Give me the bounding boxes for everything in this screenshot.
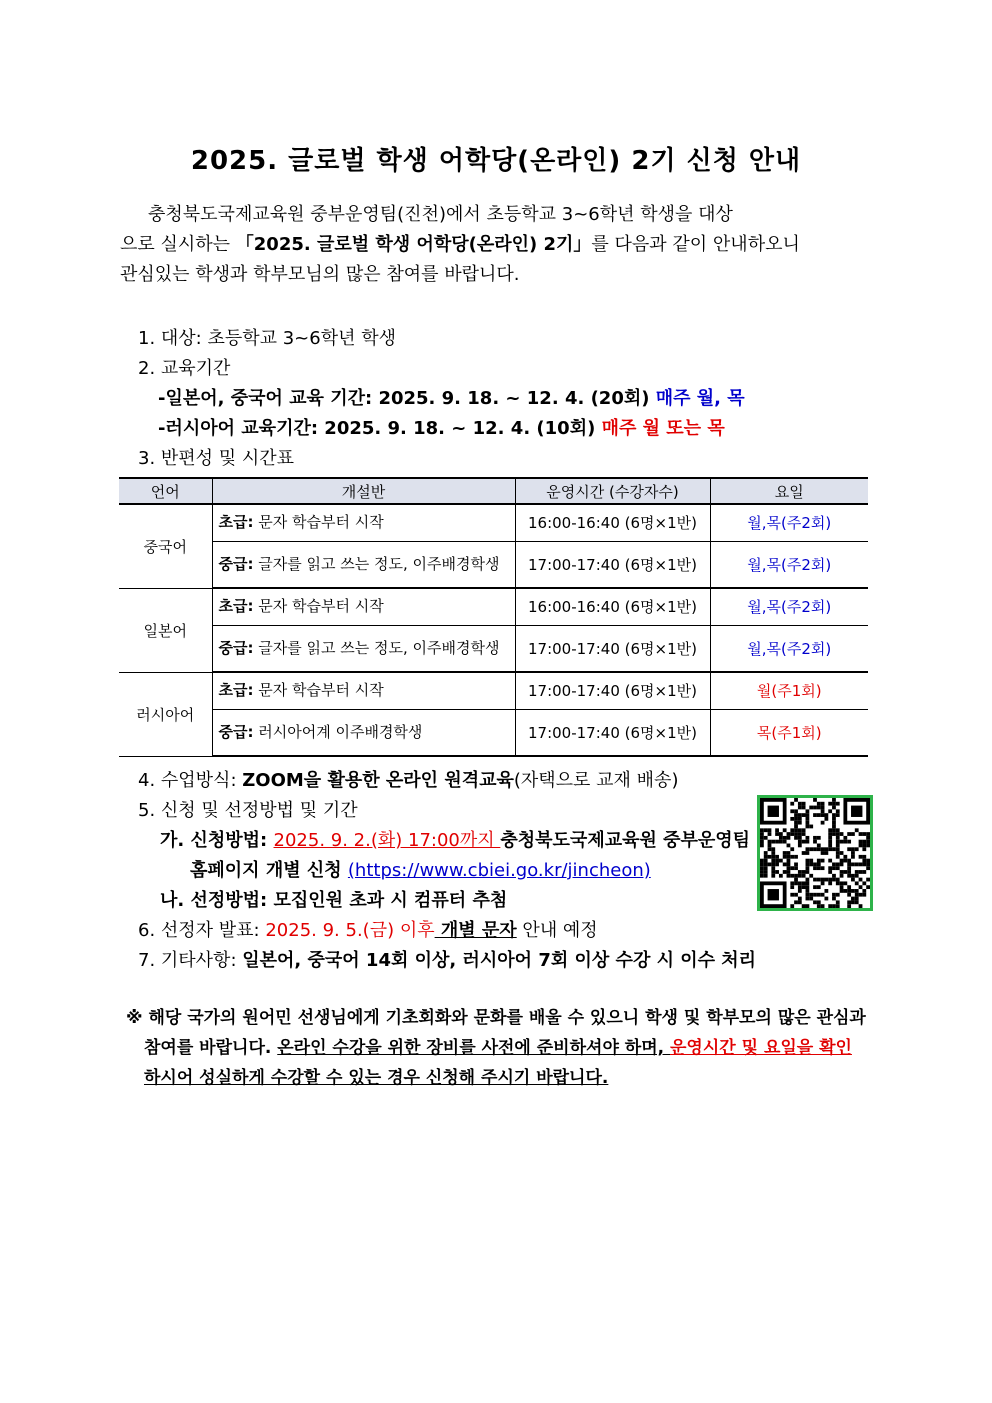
class-desc: 문자 학습부터 시작 — [253, 681, 384, 700]
day-cell: 월,목(주2회) — [710, 588, 868, 625]
time-cell: 17:00-17:40 (6명×1반) — [515, 709, 710, 756]
item-period: 2. 교육기간 — [138, 358, 231, 379]
apply-deadline: 2025. 9. 2.(화) 17:00까지 — [273, 830, 501, 851]
notice-warning: 운영시간 및 요일을 확인 — [670, 1038, 852, 1058]
table-row — [119, 709, 868, 756]
table-row — [119, 672, 868, 709]
apply-homepage-text: 홈페이지 개별 신청 — [190, 860, 348, 881]
announce-date: 2025. 9. 5.(금) 이후 — [265, 920, 435, 941]
item-method — [138, 766, 678, 792]
intro-line-3: 관심있는 학생과 학부모님의 많은 참여를 바랍니다. — [120, 264, 520, 285]
table-row — [119, 504, 868, 541]
item-period-ru — [158, 414, 725, 440]
item-misc — [138, 946, 756, 972]
announce-label: 6. 선정자 발표: — [138, 920, 266, 941]
misc-label: 7. 기타사항: — [138, 950, 243, 971]
notice-line-1: ※ 해당 국가의 원어민 선생님에게 기초회화와 문화를 배울 수 있으니 학생 및 학부모의 많은 관심과 — [126, 1008, 866, 1028]
class-cell — [212, 541, 515, 588]
announce-note: 안내 예정 — [516, 920, 598, 941]
class-desc: 러시아어계 이주배경학생 — [253, 722, 423, 741]
qr-code-icon[interactable] — [757, 795, 873, 911]
period-text: -일본어, 중국어 교육 기간: 2025. 9. 18. ~ 12. 4. (20회) — [158, 388, 656, 409]
period-text: -러시아어 교육기간: 2025. 9. 18. ~ 12. 4. (10회) — [158, 418, 602, 439]
class-cell — [212, 672, 515, 709]
page-title: 2025. 글로벌 학생 어학당(온라인) 2기 신청 안내 — [190, 146, 802, 176]
class-desc: 문자 학습부터 시작 — [253, 513, 384, 532]
misc-value: 일본어, 중국어 14회 이상, 러시아어 7회 이상 수강 시 이수 처리 — [242, 950, 757, 971]
time-cell: 17:00-17:40 (6명×1반) — [515, 541, 710, 588]
method-label: 4. 수업방식: — [138, 770, 243, 791]
time-cell: 16:00-16:40 (6명×1반) — [515, 504, 710, 541]
table-row — [119, 625, 868, 672]
apply-label: 가. 신청방법: — [160, 830, 274, 851]
header-language: 언어 — [119, 478, 212, 504]
item-period-jp-cn — [158, 384, 745, 410]
table-row — [119, 588, 868, 625]
item-target: 1. 대상: 초등학교 3~6학년 학생 — [138, 328, 396, 349]
apply-org: 충청북도국제교육원 중부운영팀 — [500, 830, 751, 851]
class-desc: 문자 학습부터 시작 — [253, 597, 384, 616]
time-cell: 17:00-17:40 (6명×1반) — [515, 672, 710, 709]
item-select-method: 나. 선정방법: 모집인원 초과 시 컴퓨터 추첨 — [160, 890, 508, 911]
level: 초급: — [218, 597, 254, 616]
intro-text: 를 다음과 같이 안내하오니 — [591, 234, 800, 255]
day-cell: 월,목(주2회) — [710, 625, 868, 672]
table-row — [119, 541, 868, 588]
item-apply-homepage — [190, 856, 651, 882]
method-value: ZOOM을 활용한 온라인 원격교육 — [242, 770, 514, 791]
header-time: 운영시간 (수강자수) — [515, 478, 710, 504]
method-note: (자택으로 교재 배송) — [513, 770, 679, 791]
notice-text: 참여를 바랍니다. — [144, 1038, 278, 1058]
intro-line-2 — [120, 230, 880, 260]
class-cell — [212, 625, 515, 672]
day-cell: 월,목(주2회) — [710, 504, 868, 541]
homepage-link[interactable]: (https://www.cbiei.go.kr/jincheon) — [347, 860, 651, 881]
notice-emphasis: 온라인 수강을 위한 장비를 사전에 준비하셔야 하며, — [277, 1038, 670, 1058]
notice-line-3: 하시어 성실하게 수강할 수 있는 경우 신청해 주시기 바랍니다. — [144, 1068, 609, 1088]
day-cell: 목(주1회) — [710, 709, 868, 756]
level: 초급: — [218, 513, 254, 532]
schedule-table — [119, 477, 868, 757]
header-day: 요일 — [710, 478, 868, 504]
class-desc: 글자를 읽고 쓰는 정도, 이주배경학생 — [253, 638, 500, 657]
item-schedule: 3. 반편성 및 시간표 — [138, 448, 295, 469]
notice-line-2 — [126, 1033, 886, 1063]
language-cell: 일본어 — [119, 588, 212, 672]
item-apply: 5. 신청 및 선정방법 및 기간 — [138, 800, 358, 821]
class-cell — [212, 504, 515, 541]
day-cell: 월,목(주2회) — [710, 541, 868, 588]
time-cell: 17:00-17:40 (6명×1반) — [515, 625, 710, 672]
period-days: 매주 월 또는 목 — [601, 418, 725, 439]
item-apply-method — [160, 826, 750, 852]
header-class: 개설반 — [212, 478, 515, 504]
announce-method: 개별 문자 — [434, 920, 517, 941]
level: 초급: — [218, 681, 254, 700]
language-cell: 중국어 — [119, 504, 212, 588]
notice-box — [126, 1003, 886, 1093]
level: 중급: — [218, 722, 254, 741]
language-cell: 러시아어 — [119, 672, 212, 756]
intro-text: 으로 실시하는 — [120, 234, 236, 255]
intro-paragraph — [120, 200, 880, 290]
level: 중급: — [218, 638, 254, 657]
program-name: 「2025. 글로벌 학생 어학당(온라인) 2기」 — [235, 234, 592, 255]
level: 중급: — [218, 554, 254, 573]
time-cell: 16:00-16:40 (6명×1반) — [515, 588, 710, 625]
intro-line-1: 충청북도국제교육원 중부운영팀(진천)에서 초등학교 3~6학년 학생을 대상 — [148, 204, 733, 225]
period-days: 매주 월, 목 — [655, 388, 745, 409]
qr-code-graphic — [760, 798, 870, 908]
class-desc: 글자를 읽고 쓰는 정도, 이주배경학생 — [253, 554, 500, 573]
item-announce — [138, 916, 598, 942]
class-cell — [212, 709, 515, 756]
table-header-row — [119, 478, 868, 504]
class-cell — [212, 588, 515, 625]
day-cell: 월(주1회) — [710, 672, 868, 709]
